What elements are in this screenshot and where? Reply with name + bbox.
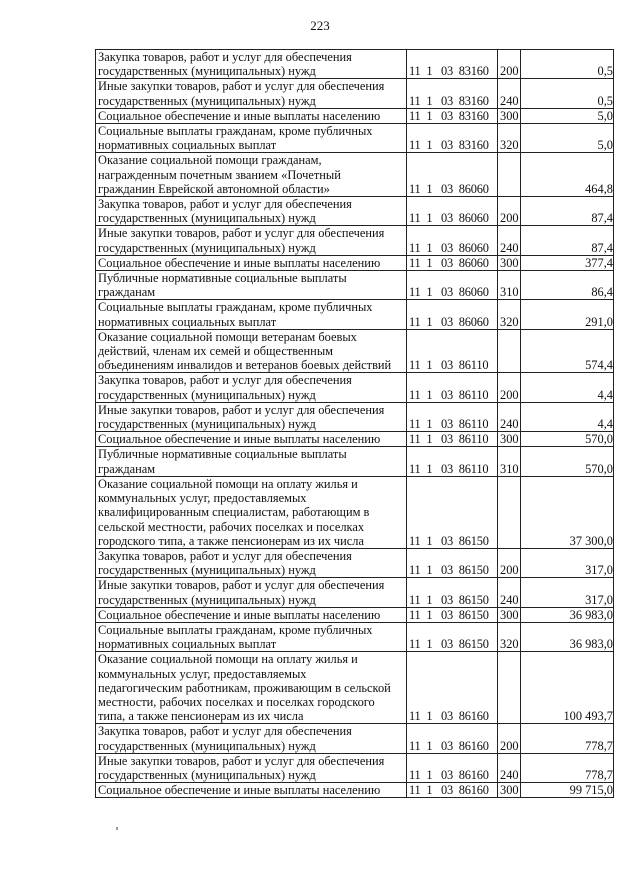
scan-speck — [116, 827, 118, 830]
table-row — [96, 447, 614, 476]
expense-name-cell — [96, 226, 407, 255]
target-article-code-cell: 11 1 03 86110 — [407, 373, 498, 402]
expense-type-code-cell: 320 — [498, 300, 521, 329]
target-article-code-cell: 11 1 03 86060 — [407, 226, 498, 255]
target-article-code-cell: 11 1 03 86150 — [407, 578, 498, 607]
expense-name-cell — [96, 432, 407, 447]
expense-name-line: Социальное обеспечение и иные выплаты населению — [98, 255, 381, 270]
target-article-code-cell: 11 1 03 83160 — [407, 79, 498, 108]
table-row — [96, 432, 614, 447]
budget-table — [95, 49, 614, 798]
amount-cell: 377,4 — [521, 255, 614, 270]
amount-cell: 86,4 — [521, 271, 614, 300]
budget-table-body — [96, 50, 614, 798]
target-article-code-cell: 11 1 03 86060 — [407, 300, 498, 329]
expense-name-line: Иные закупки товаров, работ и услуг для обеспечения — [98, 79, 385, 94]
expense-type-code-cell: 300 — [498, 432, 521, 447]
amount-cell: 570,0 — [521, 447, 614, 476]
expense-name-cell — [96, 724, 407, 753]
table-row — [96, 548, 614, 577]
expense-name-line: Иные закупки товаров, работ и услуг для обеспечения — [98, 578, 385, 593]
expense-type-code-cell — [498, 153, 521, 197]
table-row — [96, 652, 614, 724]
target-article-code-cell: 11 1 03 86060 — [407, 197, 498, 226]
table-row — [96, 79, 614, 108]
table-row — [96, 622, 614, 651]
expense-type-code-cell: 200 — [498, 724, 521, 753]
expense-name-cell — [96, 402, 407, 431]
expense-name-cell — [96, 753, 407, 782]
amount-cell: 87,4 — [521, 197, 614, 226]
expense-name-line: государственных (муниципальных) нужд — [98, 738, 316, 753]
expense-name-line: государственных (муниципальных) нужд — [98, 211, 316, 226]
expense-name-line: типа, а также пенсионерам из их числа — [98, 709, 304, 724]
table-row — [96, 153, 614, 197]
expense-name-line: Оказание социальной помощи на оплату жилья и — [98, 476, 358, 491]
table-row — [96, 724, 614, 753]
expense-type-code-cell: 310 — [498, 447, 521, 476]
expense-type-code-cell: 300 — [498, 783, 521, 798]
amount-cell: 0,5 — [521, 79, 614, 108]
expense-name-cell — [96, 652, 407, 724]
expense-name-line: Социальное обеспечение и иные выплаты населению — [98, 108, 381, 123]
expense-name-line: действий, членам их семей и общественным — [98, 344, 333, 359]
expense-name-line: коммунальных услуг, предоставляемых — [98, 666, 307, 681]
expense-name-line: государственных (муниципальных) нужд — [98, 417, 316, 432]
expense-name-cell — [96, 153, 407, 197]
amount-cell: 100 493,7 — [521, 652, 614, 724]
amount-cell: 99 715,0 — [521, 783, 614, 798]
expense-name-line: государственных (муниципальных) нужд — [98, 592, 316, 607]
expense-name-line: Публичные нормативные социальные выплаты — [98, 447, 347, 462]
expense-name-cell — [96, 255, 407, 270]
expense-name-cell — [96, 124, 407, 153]
amount-cell: 291,0 — [521, 300, 614, 329]
table-row — [96, 50, 614, 79]
expense-name-line: коммунальных услуг, предоставляемых — [98, 491, 307, 506]
expense-name-line: Публичные нормативные социальные выплаты — [98, 271, 347, 286]
expense-name-line: Закупка товаров, работ и услуг для обеспечения — [98, 50, 352, 64]
amount-cell: 0,5 — [521, 50, 614, 79]
target-article-code-cell: 11 1 03 86060 — [407, 271, 498, 300]
table-row — [96, 197, 614, 226]
page-number: 223 — [310, 18, 330, 33]
target-article-code-cell: 11 1 03 86150 — [407, 607, 498, 622]
table-row — [96, 255, 614, 270]
expense-type-code-cell: 240 — [498, 79, 521, 108]
expense-name-line: Социальные выплаты гражданам, кроме публичных — [98, 622, 373, 637]
target-article-code-cell: 11 1 03 86110 — [407, 447, 498, 476]
expense-name-line: Закупка товаров, работ и услуг для обеспечения — [98, 724, 352, 739]
target-article-code-cell: 11 1 03 83160 — [407, 108, 498, 123]
expense-name-cell — [96, 622, 407, 651]
target-article-code-cell: 11 1 03 86150 — [407, 548, 498, 577]
target-article-code-cell: 11 1 03 83160 — [407, 124, 498, 153]
target-article-code-cell: 11 1 03 86060 — [407, 153, 498, 197]
expense-name-cell — [96, 50, 407, 79]
target-article-code-cell: 11 1 03 86160 — [407, 652, 498, 724]
table-row — [96, 753, 614, 782]
table-row — [96, 124, 614, 153]
expense-name-line: Социальные выплаты гражданам, кроме публичных — [98, 300, 373, 315]
expense-name-line: Иные закупки товаров, работ и услуг для обеспечения — [98, 226, 385, 241]
table-row — [96, 226, 614, 255]
expense-type-code-cell: 240 — [498, 226, 521, 255]
expense-name-line: гражданам — [98, 285, 156, 300]
expense-type-code-cell: 200 — [498, 50, 521, 79]
amount-cell: 5,0 — [521, 124, 614, 153]
expense-type-code-cell: 240 — [498, 753, 521, 782]
amount-cell: 778,7 — [521, 753, 614, 782]
expense-name-cell — [96, 108, 407, 123]
expense-name-line: педагогическим работникам, проживающим в сельской — [98, 680, 391, 695]
expense-name-line: сельской местности, рабочих поселках и поселках — [98, 519, 365, 534]
expense-name-line: Социальное обеспечение и иные выплаты населению — [98, 432, 381, 447]
expense-name-line: местности, рабочих поселках и поселках городского — [98, 694, 375, 709]
expense-type-code-cell: 200 — [498, 197, 521, 226]
table-row — [96, 108, 614, 123]
expense-name-line: Закупка товаров, работ и услуг для обеспечения — [98, 197, 352, 212]
expense-name-line: квалифицированным специалистам, работающим в — [98, 505, 370, 520]
expense-name-line: награжденным почетным званием «Почетный — [98, 167, 341, 182]
expense-name-cell — [96, 783, 407, 798]
expense-name-line: государственных (муниципальных) нужд — [98, 387, 316, 402]
expense-name-line: государственных (муниципальных) нужд — [98, 64, 316, 79]
expense-type-code-cell: 300 — [498, 255, 521, 270]
expense-name-line: государственных (муниципальных) нужд — [98, 240, 316, 255]
expense-type-code-cell: 200 — [498, 373, 521, 402]
expense-name-cell — [96, 79, 407, 108]
amount-cell: 574,4 — [521, 329, 614, 373]
expense-name-line: гражданин Еврейской автономной области» — [98, 181, 330, 196]
target-article-code-cell: 11 1 03 86150 — [407, 622, 498, 651]
target-article-code-cell: 11 1 03 86110 — [407, 329, 498, 373]
expense-name-line: Оказание социальной помощи ветеранам боевых — [98, 329, 357, 344]
expense-name-line: нормативных социальных выплат — [98, 637, 277, 652]
expense-name-cell — [96, 271, 407, 300]
amount-cell: 37 300,0 — [521, 476, 614, 548]
expense-type-code-cell — [498, 476, 521, 548]
amount-cell: 778,7 — [521, 724, 614, 753]
expense-name-cell — [96, 607, 407, 622]
expense-type-code-cell: 240 — [498, 578, 521, 607]
expense-type-code-cell — [498, 329, 521, 373]
expense-name-line: государственных (муниципальных) нужд — [98, 93, 316, 108]
target-article-code-cell: 11 1 03 86160 — [407, 753, 498, 782]
amount-cell: 5,0 — [521, 108, 614, 123]
table-row — [96, 783, 614, 798]
table-row — [96, 271, 614, 300]
expense-name-line: гражданам — [98, 461, 156, 476]
expense-name-line: государственных (муниципальных) нужд — [98, 563, 316, 578]
expense-name-line: Оказание социальной помощи на оплату жилья и — [98, 652, 358, 667]
expense-name-line: государственных (муниципальных) нужд — [98, 767, 316, 782]
target-article-code-cell: 11 1 03 83160 — [407, 50, 498, 79]
expense-type-code-cell: 300 — [498, 607, 521, 622]
expense-name-line: Иные закупки товаров, работ и услуг для обеспечения — [98, 753, 385, 768]
target-article-code-cell: 11 1 03 86150 — [407, 476, 498, 548]
expense-name-cell — [96, 373, 407, 402]
expense-name-line: Иные закупки товаров, работ и услуг для обеспечения — [98, 402, 385, 417]
table-row — [96, 329, 614, 373]
amount-cell: 4,4 — [521, 402, 614, 431]
table-row — [96, 373, 614, 402]
expense-name-cell — [96, 476, 407, 548]
target-article-code-cell: 11 1 03 86110 — [407, 402, 498, 431]
expense-name-line: нормативных социальных выплат — [98, 138, 277, 153]
expense-name-cell — [96, 447, 407, 476]
table-row — [96, 402, 614, 431]
expense-name-line: Социальное обеспечение и иные выплаты населению — [98, 783, 381, 798]
amount-cell: 4,4 — [521, 373, 614, 402]
expense-type-code-cell: 300 — [498, 108, 521, 123]
expense-type-code-cell: 200 — [498, 548, 521, 577]
expense-type-code-cell: 320 — [498, 622, 521, 651]
expense-name-cell — [96, 197, 407, 226]
expense-name-line: городского типа, а также пенсионерам из их числа — [98, 533, 364, 548]
expense-name-line: Оказание социальной помощи гражданам, — [98, 153, 322, 168]
expense-name-line: Закупка товаров, работ и услуг для обеспечения — [98, 373, 352, 388]
expense-type-code-cell: 240 — [498, 402, 521, 431]
expense-type-code-cell: 320 — [498, 124, 521, 153]
amount-cell: 87,4 — [521, 226, 614, 255]
target-article-code-cell: 11 1 03 86110 — [407, 432, 498, 447]
expense-name-line: объединениям инвалидов и ветеранов боевых действий — [98, 358, 392, 373]
target-article-code-cell: 11 1 03 86160 — [407, 724, 498, 753]
amount-cell: 36 983,0 — [521, 607, 614, 622]
amount-cell: 570,0 — [521, 432, 614, 447]
expense-name-line: Социальное обеспечение и иные выплаты населению — [98, 607, 381, 622]
table-row — [96, 476, 614, 548]
amount-cell: 36 983,0 — [521, 622, 614, 651]
amount-cell: 317,0 — [521, 548, 614, 577]
expense-name-line: нормативных социальных выплат — [98, 314, 277, 329]
expense-type-code-cell — [498, 652, 521, 724]
expense-name-line: Социальные выплаты гражданам, кроме публичных — [98, 124, 373, 139]
expense-name-cell — [96, 300, 407, 329]
expense-name-cell — [96, 578, 407, 607]
table-row — [96, 300, 614, 329]
target-article-code-cell: 11 1 03 86060 — [407, 255, 498, 270]
table-row — [96, 578, 614, 607]
expense-name-line: Закупка товаров, работ и услуг для обеспечения — [98, 548, 352, 563]
expense-name-cell — [96, 329, 407, 373]
expense-name-cell — [96, 548, 407, 577]
amount-cell: 317,0 — [521, 578, 614, 607]
expense-type-code-cell: 310 — [498, 271, 521, 300]
target-article-code-cell: 11 1 03 86160 — [407, 783, 498, 798]
table-row — [96, 607, 614, 622]
amount-cell: 464,8 — [521, 153, 614, 197]
